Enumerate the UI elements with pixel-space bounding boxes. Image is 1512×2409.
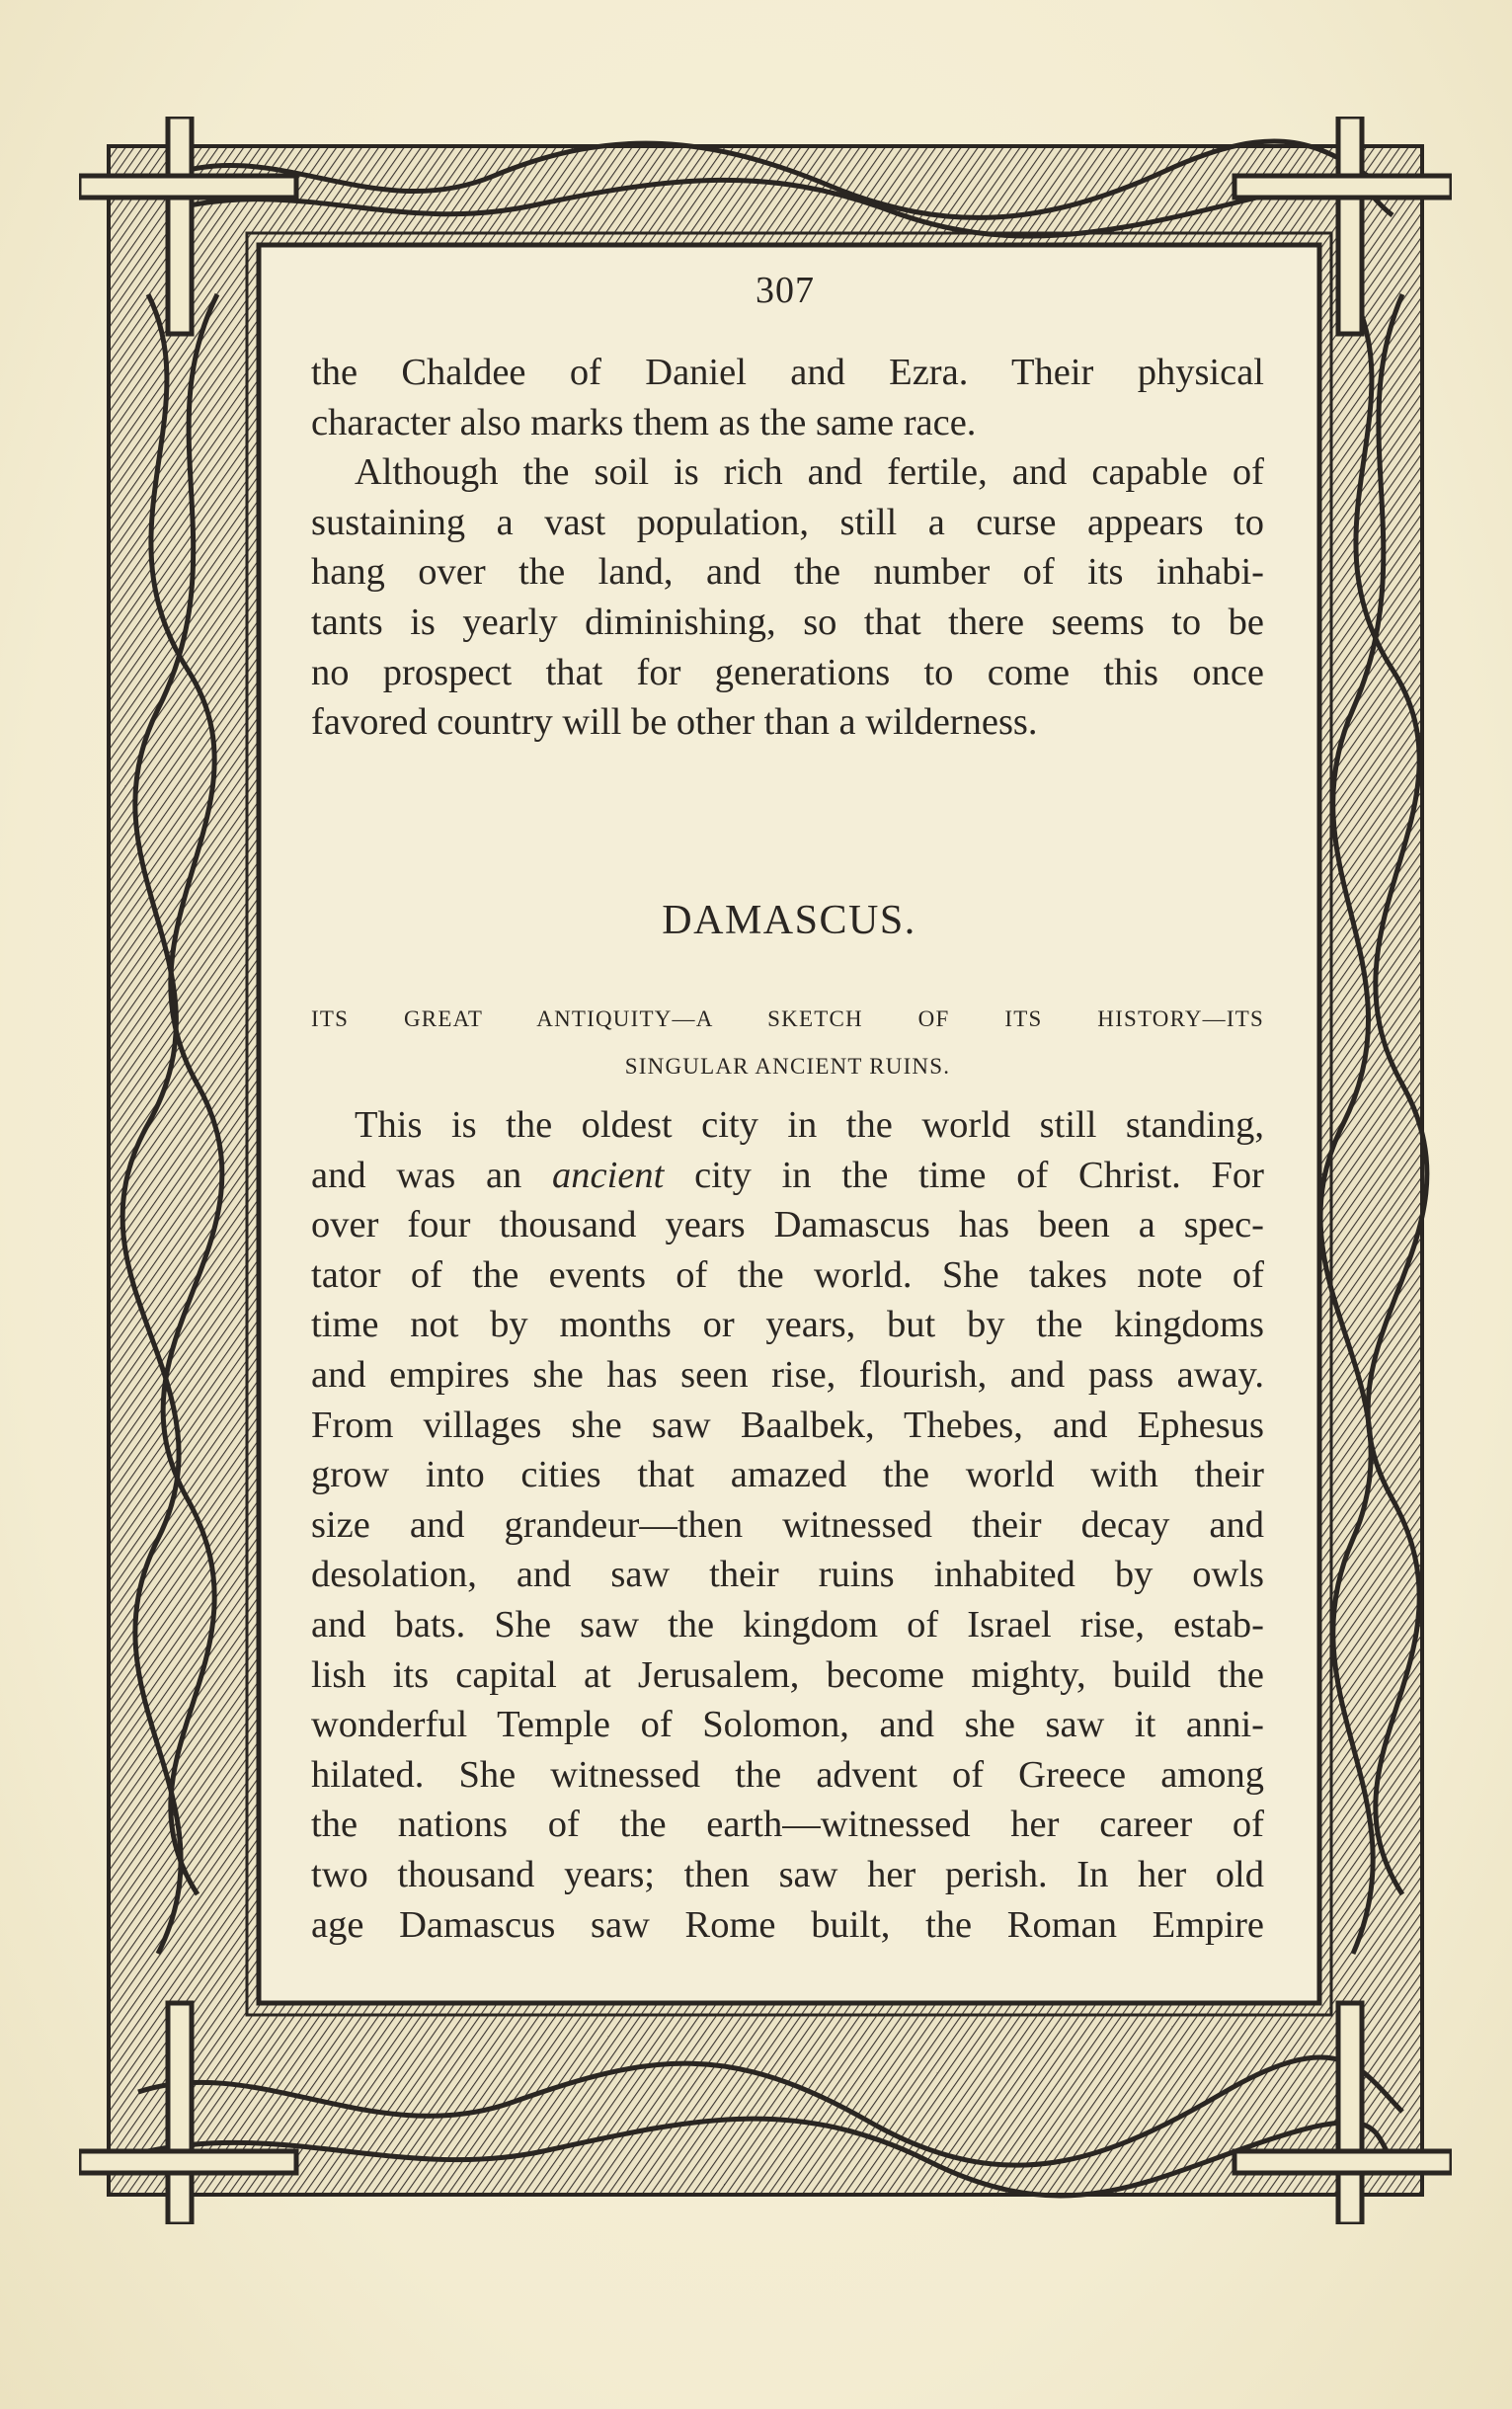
- text-line: favored country will be other than a wilderness.: [311, 701, 1038, 744]
- text-line: size and grandeur—then witnessed their decay and: [311, 1503, 1264, 1546]
- damascus-paragraph: [311, 1100, 1264, 1950]
- intro-paragraph: [311, 348, 1264, 447]
- text-line: the nations of the earth—witnessed her career of: [311, 1804, 1264, 1846]
- text-line: and empires she has seen rise, flourish, and pass away.: [311, 1353, 1264, 1396]
- subtitle-line: ITS GREAT ANTIQUITY—A SKETCH OF ITS HISTORY—ITS: [311, 1006, 1264, 1031]
- text-line: grow into cities that amazed the world with their: [311, 1454, 1264, 1496]
- text-segment: city in the time of Christ. For: [664, 1154, 1264, 1196]
- text-line: This is the oldest city in the world still standing,: [355, 1104, 1264, 1146]
- italic-word: ancient: [552, 1154, 665, 1196]
- text-line: desolation, and saw their ruins inhabited by owls: [311, 1554, 1264, 1596]
- text-line: the Chaldee of Daniel and Ezra. Their physical: [311, 352, 1264, 393]
- text-line: character also marks them as the same race.: [311, 401, 977, 443]
- page-number: 307: [756, 270, 815, 311]
- text-line: time not by months or years, but by the kingdoms: [311, 1304, 1264, 1346]
- text-line: hang over the land, and the number of its inhabi-: [311, 551, 1264, 594]
- text-line: tator of the events of the world. She takes note of: [311, 1253, 1264, 1296]
- text-line: and bats. She saw the kingdom of Israel rise, estab-: [311, 1603, 1264, 1646]
- text-line: lish its capital at Jerusalem, become mighty, build the: [311, 1653, 1264, 1696]
- text-line: no prospect that for generations to come this once: [311, 651, 1264, 693]
- text-segment: and was an: [311, 1154, 553, 1196]
- text-line: two thousand years; then saw her perish. In her old: [311, 1853, 1264, 1895]
- text-line: hilated. She witnessed the advent of Greece among: [311, 1753, 1264, 1796]
- section-subtitle: [311, 996, 1264, 1090]
- text-line: Although the soil is rich and fertile, and capable of: [355, 451, 1264, 494]
- text-line: age Damascus saw Rome built, the Roman Empire: [311, 1903, 1264, 1946]
- subtitle-line: SINGULAR ANCIENT RUINS.: [624, 1054, 951, 1079]
- damascus-text: [311, 1100, 1264, 1950]
- text-line: From villages she saw Baalbek, Thebes, and Ephesus: [311, 1404, 1264, 1446]
- section-title: DAMASCUS.: [662, 898, 916, 943]
- text-line: wonderful Temple of Solomon, and she saw it anni-: [311, 1704, 1264, 1746]
- soil-paragraph: [311, 447, 1264, 748]
- text-line: over four thousand years Damascus has been a spec-: [311, 1204, 1264, 1246]
- text-line: tants is yearly diminishing, so that there seems to be: [311, 601, 1264, 643]
- text-line: [311, 1151, 1264, 1201]
- text-line: sustaining a vast population, still a curse appears to: [311, 501, 1264, 543]
- opening-text: [311, 348, 1264, 748]
